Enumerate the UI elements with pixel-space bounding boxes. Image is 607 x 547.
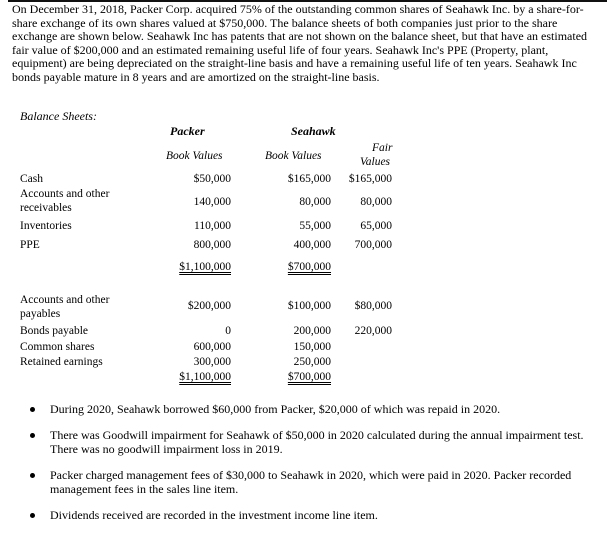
packer-inventories: 110,000 (194, 220, 231, 232)
note-item (30, 508, 590, 522)
seahawk-fair-bonds: 220,000 (354, 325, 392, 337)
note-text: During 2020, Seahawk borrowed $60,000 from Packer, $20,000 of which was repaid in 2020. (50, 402, 501, 416)
equity-label-retained-earnings: Retained earnings (20, 356, 103, 368)
asset-label-ppe: PPE (20, 239, 40, 251)
bullet-icon (30, 513, 35, 518)
packer-bonds: 0 (225, 325, 231, 337)
packer-total-liabilities-equity: $1,100,000 (179, 371, 231, 383)
seahawk-book-common-shares: 150,000 (293, 341, 331, 353)
packer-receivables: 140,000 (193, 196, 231, 208)
seahawk-fair-inventories: 65,000 (360, 220, 392, 232)
seahawk-book-values-header: Book Values (265, 150, 322, 162)
seahawk-fair-receivables: 80,000 (360, 196, 392, 208)
seahawk-header: Seahawk (291, 124, 336, 138)
seahawk-total-liabilities-equity: $700,000 (287, 371, 331, 383)
balance-sheets-label: Balance Sheets: (20, 109, 97, 123)
intro-paragraph: On December 31, 2018, Packer Corp. acquired 75% of the outstanding common shares of Seahawk Inc. by a share-for-share exchange of its own shares valued at $750,000. The balance sheets of both companies just prior to the share exchange are shown below. Seahawk Inc has patents that are not shown on the balance sheet, but that have an estimated fair value of $200,000 and an estimated remaining useful life of four years. Seahawk Inc's PPE (Property, plant, equipment) are being depreciated on the straight-line basis and have a remaining useful life of ten years. Seahawk Inc bonds payable mature in 8 years and are amortized on the straight-line basis. (12, 2, 588, 84)
seahawk-book-retained-earnings: 250,000 (293, 356, 331, 368)
packer-total-assets: $1,100,000 (179, 261, 231, 273)
liability-label-payables: Accounts and other payables (20, 294, 110, 320)
packer-cash: $50,000 (193, 173, 231, 185)
seahawk-book-payables: $100,000 (287, 300, 331, 312)
note-text: There was Goodwill impairment for Seahawk of $50,000 in 2020 calculated during the annual impairment test. There was no goodwill impairment loss in 2019. (50, 428, 584, 456)
seahawk-fair-cash: $165,000 (348, 173, 392, 185)
equity-label-common-shares: Common shares (20, 341, 95, 353)
note-text: Dividends received are recorded in the investment income line item. (50, 508, 378, 522)
seahawk-total-assets: $700,000 (287, 261, 331, 273)
packer-header: Packer (170, 124, 205, 138)
packer-book-values-header: Book Values (166, 150, 223, 162)
bullet-icon (30, 407, 35, 412)
asset-label-receivables: Accounts and other receivables (20, 188, 110, 214)
bullet-icon (30, 473, 35, 478)
fair-values-header-line1: Fair (372, 142, 393, 154)
bullet-icon (30, 433, 35, 438)
packer-common-shares: 600,000 (193, 341, 231, 353)
fair-values-header-line2: Values (360, 156, 391, 168)
seahawk-fair-ppe: 700,000 (354, 239, 392, 251)
notes-list (30, 402, 590, 534)
seahawk-book-inventories: 55,000 (299, 220, 331, 232)
note-item (30, 428, 590, 456)
liability-label-bonds: Bonds payable (20, 325, 89, 337)
seahawk-book-bonds: 200,000 (293, 325, 331, 337)
seahawk-book-ppe: 400,000 (293, 239, 331, 251)
note-item (30, 402, 590, 416)
packer-payables: $200,000 (187, 300, 231, 312)
packer-ppe: 800,000 (193, 239, 231, 251)
asset-label-cash: Cash (20, 173, 43, 185)
note-text: Packer charged management fees of $30,000 to Seahawk in 2020, which were paid in 2020. Packer recorded management fees in the sales line item. (50, 468, 572, 496)
packer-retained-earnings: 300,000 (193, 356, 231, 368)
note-item (30, 468, 590, 496)
seahawk-book-receivables: 80,000 (299, 196, 331, 208)
seahawk-book-cash: $165,000 (287, 173, 331, 185)
asset-label-inventories: Inventories (20, 220, 72, 232)
seahawk-fair-payables: $80,000 (354, 300, 392, 312)
